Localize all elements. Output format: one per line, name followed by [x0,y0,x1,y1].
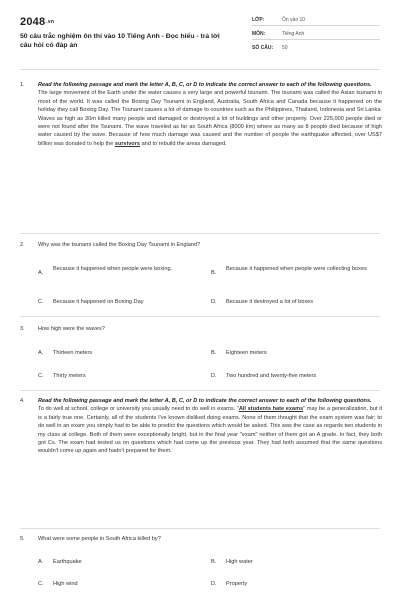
question-divider [20,316,380,317]
question-divider [20,528,380,529]
option-text: Because it happened when people were boxing. [53,266,173,272]
passage-highlight: survivors [114,140,141,147]
meta-count-value: 50 [282,45,288,51]
option-letter: A. [38,270,44,276]
option-text: Thirty meters [53,373,86,379]
option-text: High water [226,559,253,565]
option-letter: C. [38,581,44,587]
option-letter: D. [211,299,217,305]
passage-highlight: All students hate exams [238,406,304,413]
option-text: Because it destroyed a lot of boxes [226,299,314,305]
meta-count-label: SỐ CÂU: [252,45,274,51]
option-letter: A. [38,350,44,356]
passage-text: The large movement of the Earth under the water causes a very large and powerful tsunami. The tsunami was called the Asian tsunami in most of the world. It was called the Boxing Day Tsunami in England, Australia, South Africa and Canada because it happened on the holiday they call Boxing Day. The Tsunami causes a lot of damage to countries such as the Philippines, Thailand, Indonesia and Sri Lanka. Waves as high as 30m killed many people and damaged or destroyed a lot of buildings and other property. Over 225,000 people died or were not found after the Tsunami. The wave traveled as far as South Africa (8000 km) where as many as 8 people died because of high water caused by the wave. Because of how much damage was caused and the number of people the earthquake affected, over US$7 billion was donated to help the [38,90,382,147]
option-letter: D. [211,581,217,587]
question-number: 3. [20,326,25,332]
passage-text-end: " may be a generalization, but it is a fairly true one. Certainly, all of the students I've known disliked doing exams. None of them thought that the exam system was fair; to do well in an exam you simply had to be able to predict the questions which would be asked. This was the case as regards two students in my class at college. Both of them were exceptionally bright, but in the final year "exam" neither of them got an A grade. In fact, they both got Cs. The exam had tested us on questions which had come up the previous year. They had both assumed that the same questions wouldn't come up again and hadn't prepared for them. [38,406,382,455]
option-letter: B. [211,270,217,276]
meta-class-value: Ôn vào 10 [282,17,306,23]
question-3 [20,325,382,333]
option-text: High wind [53,581,78,587]
question-text: What were some people in South Africa killed by? [38,536,161,542]
question-number: 5. [20,536,25,542]
option-letter: C. [38,373,44,379]
question-text: Why was the tsunami called the Boxing Day Tsunami in England? [38,242,201,248]
page-title: 50 câu trắc nghiệm ôn thi vào 10 Tiếng Anh - Đọc hiểu - trả lời câu hỏi có đáp án [20,33,220,49]
passage-text-end: and to rebuild the areas damaged. [140,140,227,147]
option-text: Because it happened on Boxing Day [53,299,144,305]
option-letter: B. [211,350,217,356]
logo-text: 2048 [20,16,46,28]
question-4 [20,397,382,456]
meta-class-label: LỚP: [252,17,265,23]
passage-text: To do well at school, college or university you usually need to do well in exams. " [38,406,239,413]
question-number: 1. [20,82,25,88]
option-text: Earthquake [53,559,82,565]
page-header [0,0,400,64]
meta-divider [252,39,380,40]
option-text: Property [226,581,248,587]
meta-divider [252,25,380,26]
question-divider [20,233,380,234]
meta-subject-value: Tiếng Anh [282,31,305,37]
question-text: How high were the waves? [38,326,105,332]
option-letter: C. [38,299,44,305]
option-text: Because it happened when people were collecting boxes [226,266,367,272]
question-5 [20,535,382,543]
reading-passage [38,89,382,148]
question-instruction: Read the following passage and mark the letter A, B, C, or D to indicate the correct answer to each of the following questions. [38,82,372,88]
logo-suffix: .vn [46,19,55,26]
question-divider [20,390,380,391]
option-letter: B. [211,559,217,565]
question-instruction: Read the following passage and mark the letter A, B, C, or D to indicate the correct answer to each of the following questions. [38,398,372,404]
question-1 [20,81,382,148]
option-letter: A. [38,559,44,565]
header-divider [20,69,380,70]
meta-subject-label: MÔN: [252,31,266,37]
reading-passage [38,405,382,455]
option-letter: D. [211,373,217,379]
site-logo[interactable] [20,16,54,28]
question-number: 4. [20,398,25,404]
question-number: 2. [20,242,25,248]
question-2 [20,241,382,249]
option-text: Thirteen meters [53,350,93,356]
option-text: Two hundred and twenty-five meters [226,373,317,379]
option-text: Eighteen meters [226,350,267,356]
